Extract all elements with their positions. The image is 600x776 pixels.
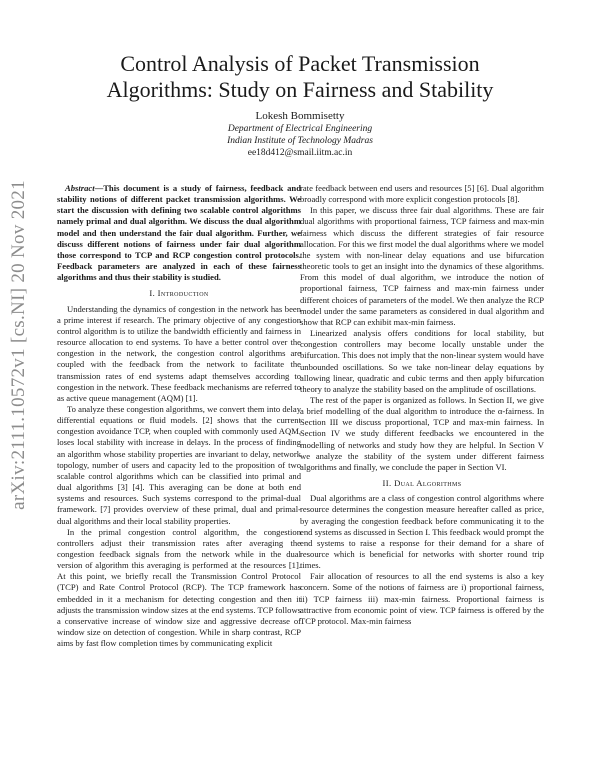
section-2-title: Dual Algorithms <box>394 478 462 489</box>
intro-paragraph-3-continued: rate feedback between end users and resources [5] [6]. Dual algorithm broadly correspond with more explicit congestion protocols [8]. <box>300 183 544 205</box>
intro-paragraph-6: The rest of the paper is organized as follows. In Section II, we give a brief modelling of the dual algorithm to introduce the α-fairness. In Section III we discuss proportional, TCP and max-min fairness. In Section IV we study different feedbacks we encountered in the modelling of networks and study how they are helpful. In Section V we analyze the stability of the system under different fairness algorithms and finally, we conclude the paper in Section VI. <box>300 394 544 472</box>
title-line-2: Algorithms: Study on Fairness and Stability <box>106 77 494 102</box>
arxiv-id-text: arXiv:2111.10572v1 [cs.NI] 20 Nov 2021 <box>8 180 29 510</box>
section-heading-introduction <box>57 288 301 299</box>
abstract-label: Abstract <box>65 183 95 193</box>
intro-paragraph-1: Understanding the dynamics of congestion in the network has been a prime interest if research. The primary objective of any congestion control algorithm is to utilize the bandwidth efficiently and fairness in resource allocation to end systems. To have a better control over the congestion in the network, the congestion control algorithms are coupled with the feedback from the network to facilitate the transmission rates of end systems adapt themselves according to congestion in the network. These feedback mechanisms are referred to as active queue management (AQM) [1]. <box>57 303 301 403</box>
author-block <box>60 110 540 159</box>
section-1-title: Introduction <box>157 288 209 299</box>
left-column <box>57 183 301 649</box>
abstract-text: —This document is a study of fairness, feedback and stability notions of different packet transmission algorithms. We start the discussion with defining two scalable control algorithms namely primal and dual algorithm. We discuss the dual algorithm model and then understand the fair dual algorithm. Further, we discuss different notions of fairness under fair dual algorithm those correspond to TCP and RCP congestion control protocols. Feedback parameters are analyzed in each of these fairness algorithms and thus their stability is studied. <box>57 183 301 283</box>
intro-paragraph-5: Linearized analysis offers conditions for local stability, but congestion controllers may become locally unstable under the bifurcation. This does not imply that the non-linear system would have unbounded oscillations. So we take non-linear delay equations by allowing linear, quadratic and cubic terms and then apply bifurcation theory to analyze the stability based on the amplitude of oscillations. <box>300 328 544 394</box>
title-line-1: Control Analysis of Packet Transmission <box>120 51 480 76</box>
author-email: ee18d412@smail.iitm.ac.in <box>247 148 353 158</box>
section-1-numeral: I. <box>149 288 158 299</box>
intro-paragraph-2: To analyze these congestion algorithms, we convert them into delay differential equations or fluid models. [2] shows that the current congestion avoidance TCP, when coupled with commonly used AQM, loses local stability with increase in delays. In the process of finding an algorithm whose stability properties are invariant to delay, network topology, number of users and capacity led to the proposition of two scalable control algorithms which can be classified into primal and dual algorithms [3] [4]. This averaging can be done at both end systems and resources. Such systems correspond to the primal-dual framework. [7] provides overview of these primal, dual and primal-dual algorithms and their local stability properties. <box>57 403 301 526</box>
institute: Indian Institute of Technology Madras <box>227 136 373 146</box>
dual-paragraph-1: Dual algorithms are a class of congestion control algorithms where resource determines the congestion measure hereafter called as price, by averaging the congestion feedback before communicating it to the end systems as discussed in Section I. This feedback would prompt the end systems to raise a response for their demand for a share of resource which is beneficial for networks with shorter round trip times. <box>300 493 544 571</box>
right-column <box>300 183 544 627</box>
paper-title <box>60 51 540 103</box>
intro-paragraph-3: In the primal congestion control algorithm, the congestion controllers adjust their transmission rates after averaging the congestion feedback signals from the network while in the dual version of algorithm this averaging is performed at the resources [1]. At this point, we briefly recall the Transmission Control Protocol (TCP) and Rate Control Protocol (RCP). The TCP framework has embedded in it a mechanism for detecting congestion and then it adjusts the transmission window sizes at the end systems. TCP follows a conservative increase of window size and aggressive decrease of window size on detection of congestion. While in sharp contrast, RCP aims by fast flow completion times by communicating explicit <box>57 526 301 649</box>
intro-paragraph-4: In this paper, we discuss three fair dual algorithms. These are fair dual algorithms with proportional fairness, TCP fairness and max-min fairness which discuss the different strategies of fair resource allocation. For this we first model the dual algorithms where we model the system with non-linear delay equations and use bifurcation theoretic tools to get an insight into the dynamics of these algorithms. From this model of dual algorithm, we introduce the notion of proportional fairness, TCP fairness and max-min fairness under different choices of parameters of the model. We then analyze the RCP model under the same parameters as considered in dual algorithm and show that RCP can exhibit max-min fairness. <box>300 205 544 327</box>
dual-paragraph-2: Fair allocation of resources to all the end systems is also a key concern. Some of the notions of fairness are i) proportional fairness, ii) TCP fairness iii) max-min fairness. Proportional fairness is attractive from economic point of view. TCP fairness is offered by the TCP protocol. Max-min fairness <box>300 571 544 626</box>
author-name: Lokesh Bommisetty <box>255 110 345 122</box>
department: Department of Electrical Engineering <box>227 124 373 134</box>
arxiv-identifier <box>6 130 32 560</box>
section-heading-dual-algorithms <box>300 478 544 489</box>
section-2-numeral: II. <box>382 478 395 489</box>
abstract <box>57 183 301 283</box>
